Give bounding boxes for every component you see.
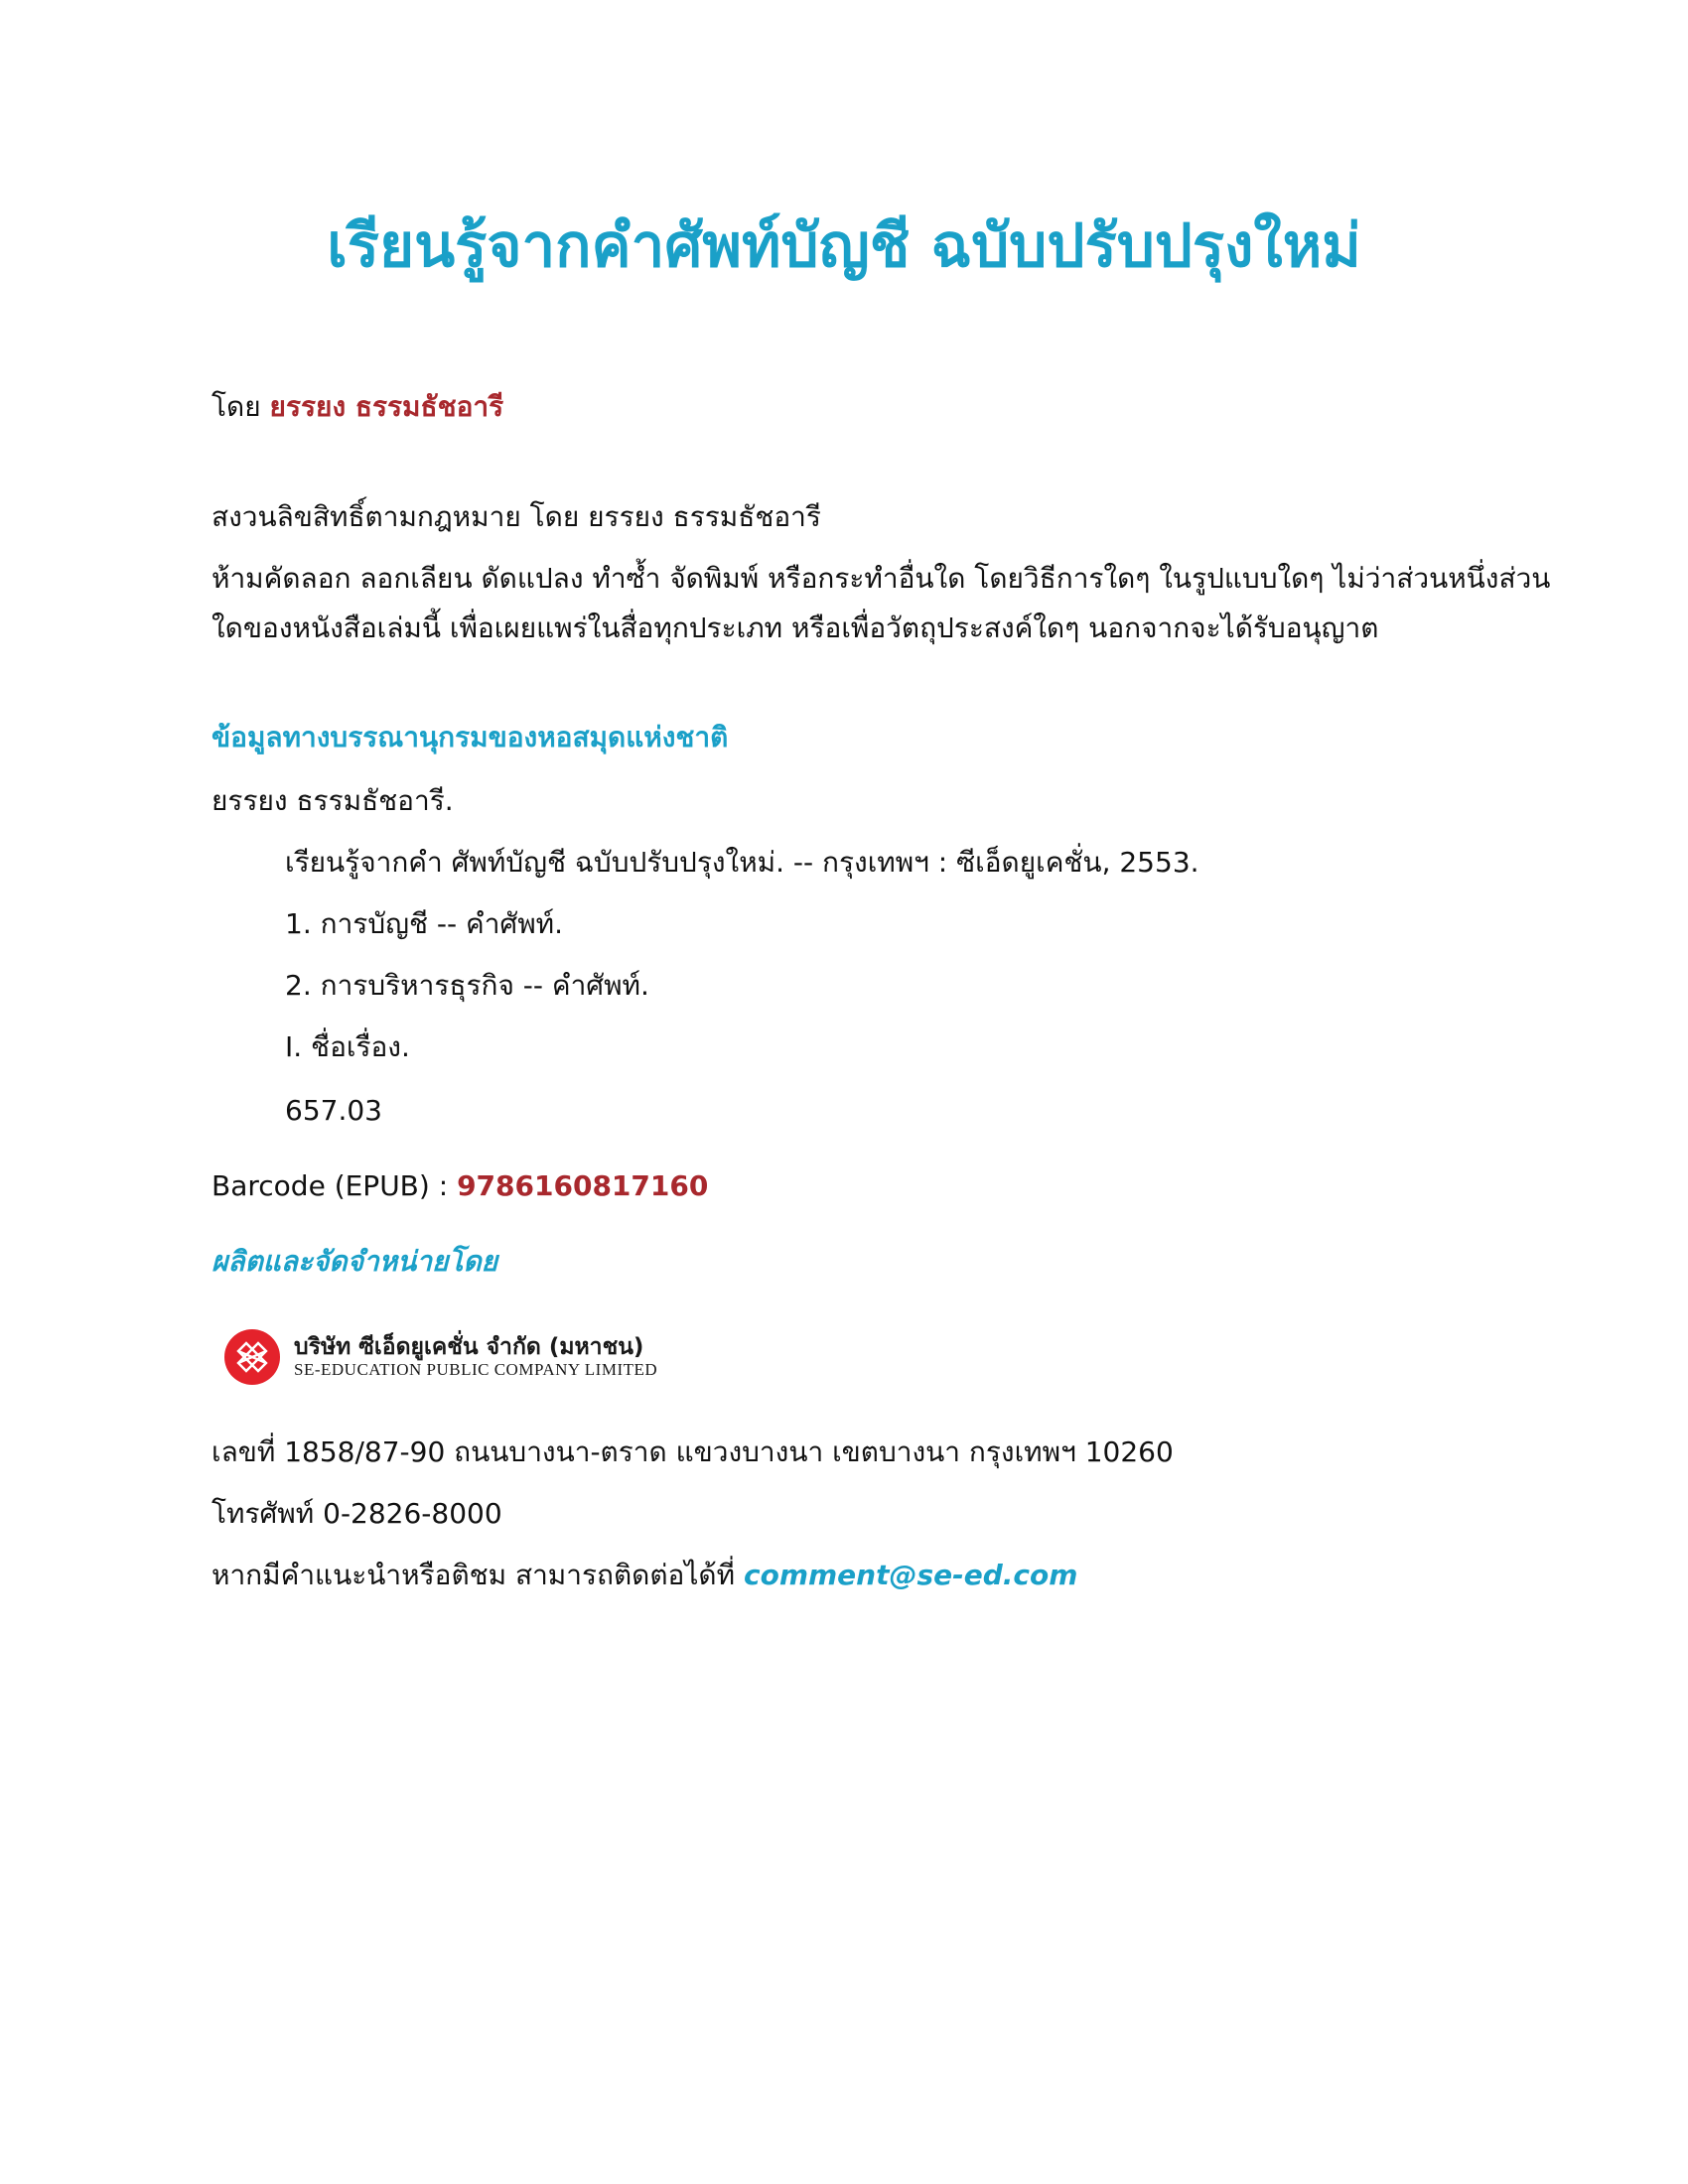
cataloging-entry: 2. การบริหารธุรกิจ -- คำศัพท์. <box>285 969 649 1002</box>
cataloging-entry: เรียนรู้จากคำ ศัพท์บัญชี ฉบับปรับปรุงใหม่. -- กรุงเทพฯ : ซีเอ็ดยูเคชั่น, 2553. <box>285 846 1199 879</box>
contact-email-link[interactable]: comment@se-ed.com <box>743 1559 1078 1591</box>
logo-company-english: SE-EDUCATION PUBLIC COMPANY LIMITED <box>294 1360 658 1380</box>
cataloging-entry: 657.03 <box>285 1094 382 1127</box>
barcode <box>211 1169 708 1203</box>
barcode-label: Barcode (EPUB) : <box>211 1169 449 1202</box>
copyright-line-3: ใดของหนังสือเล่มนี้ เพื่อเผยแพร่ในสื่อทุกประเภท หรือเพื่อวัตถุประสงค์ใดๆ นอกจากจะได้รับอนุญาต <box>211 612 1379 644</box>
cataloging-heading: ข้อมูลทางบรรณานุกรมของหอสมุดแห่งชาติ <box>211 721 729 753</box>
publisher-phone: โทรศัพท์ 0-2826-8000 <box>211 1497 502 1530</box>
publisher-address: เลขที่ 1858/87-90 ถนนบางนา-ตราด แขวงบางนา เขตบางนา กรุงเทพฯ 10260 <box>211 1435 1174 1468</box>
cataloging-author: ยรรยง ธรรมธัชอารี. <box>211 784 454 817</box>
byline-prefix: โดย <box>211 390 261 423</box>
author-name: ยรรยง ธรรมธัชอารี <box>269 390 504 423</box>
contact-prefix: หากมีคำแนะนำหรือติชม สามารถติดต่อได้ที่ <box>211 1559 736 1591</box>
page-title: เรียนรู้จากคำศัพท์บัญชี ฉบับปรับปรุงใหม่ <box>327 211 1361 281</box>
publisher-logo <box>224 1325 657 1389</box>
copyright-line-2: ห้ามคัดลอก ลอกเลียน ดัดแปลง ทำซ้ำ จัดพิมพ์ หรือกระทำอื่นใด โดยวิธีการใดๆ ในรูปแบบใดๆ ไม่ว่าส่วนหนึ่งส่วน <box>211 562 1551 595</box>
barcode-value: 9786160817160 <box>457 1169 709 1202</box>
cataloging-entry: I. ชื่อเรื่อง. <box>285 1030 410 1063</box>
se-ed-logo-icon <box>224 1329 280 1385</box>
cataloging-entry: 1. การบัญชี -- คำศัพท์. <box>285 907 564 940</box>
byline <box>211 390 503 424</box>
publisher-heading: ผลิตและจัดจำหน่ายโดย <box>211 1245 498 1278</box>
logo-company-thai: บริษัท ซีเอ็ดยูเคชั่น จำกัด (มหาชน) <box>294 1334 644 1360</box>
publisher-contact <box>211 1559 1077 1592</box>
copyright-line-1: สงวนลิขสิทธิ์ตามกฎหมาย โดย ยรรยง ธรรมธัชอารี <box>211 500 821 533</box>
